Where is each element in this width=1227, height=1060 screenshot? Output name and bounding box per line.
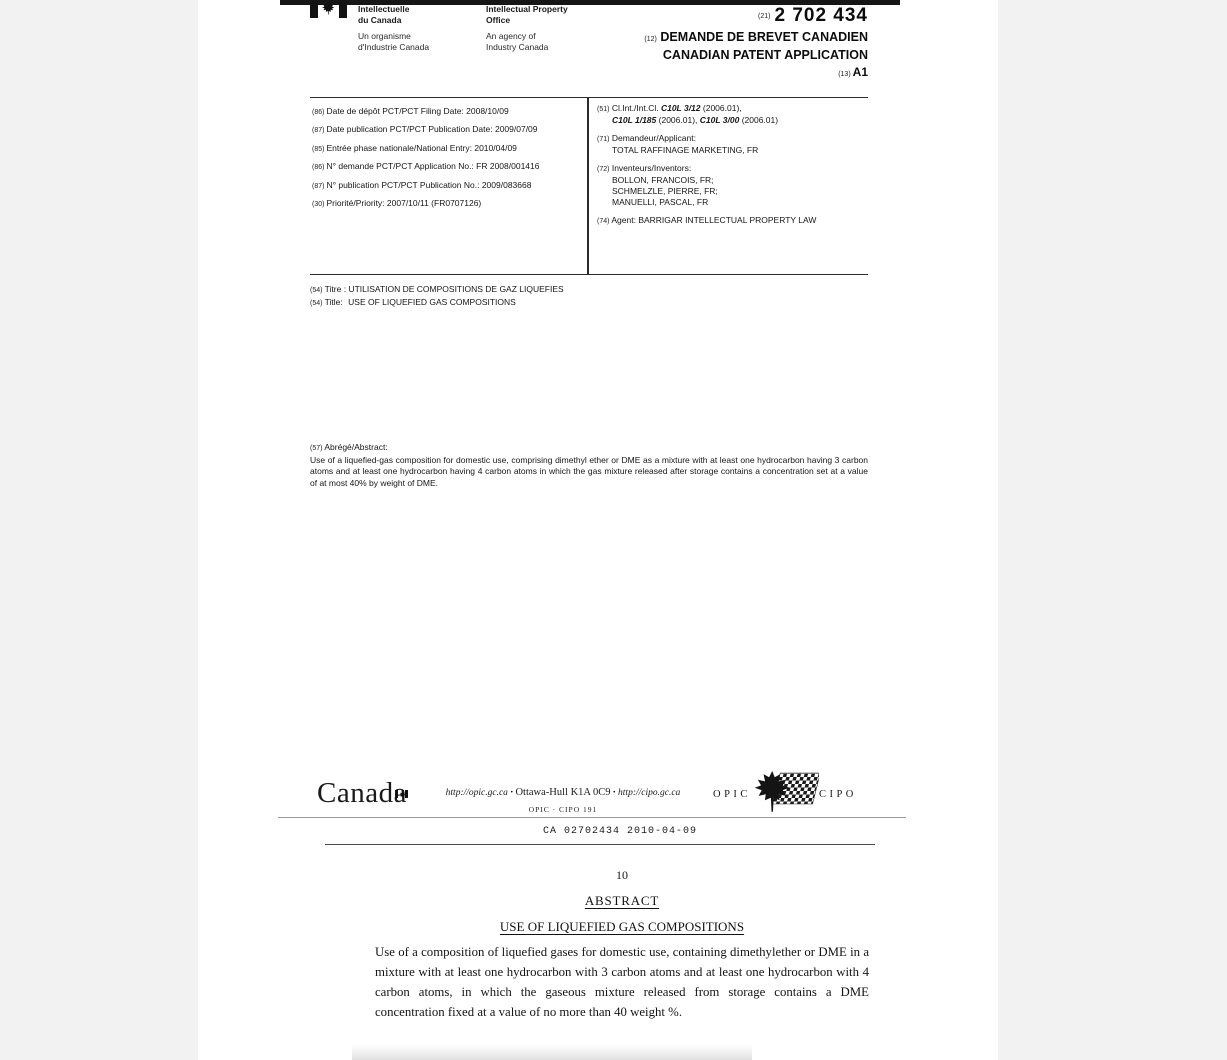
field-value: Date publication PCT/PCT Publication Date: 2009/07/09	[326, 124, 538, 135]
opic-logo-text: OPIC	[713, 789, 751, 800]
field-pct-filing-date	[312, 103, 582, 121]
inid-57: (57)	[310, 445, 323, 452]
invention-title-text: USE OF LIQUEFIED GAS COMPOSITIONS	[499, 919, 745, 934]
page-break-rule	[278, 817, 906, 818]
separator-dot: ·	[612, 787, 617, 798]
title-fr-value: UTILISATION DE COMPOSITIONS DE GAZ LIQUEFIES	[348, 284, 564, 294]
abstract-heading-text: ABSTRACT	[584, 893, 660, 908]
field-priority	[312, 195, 582, 213]
ipc-year-1: (2006.01),	[702, 103, 742, 113]
ipc-label: Cl.Int./Int.Cl.	[611, 103, 659, 113]
inid-74: (74)	[597, 218, 610, 225]
bottom-shadow	[352, 1044, 752, 1060]
field-value: N° publication PCT/PCT Publication No.: 2009/083668	[326, 179, 532, 190]
org-fr-line2: du Canada	[358, 14, 402, 25]
org-fr-sub-line1: Un organisme	[358, 31, 411, 41]
wordmark-text: Canad	[317, 777, 394, 809]
inventors-label-line	[597, 163, 865, 175]
title-en-value: USE OF LIQUEFIED GAS COMPOSITIONS	[348, 296, 516, 307]
opic-url: http://opic.gc.ca	[445, 788, 508, 798]
inid-13: (13)	[838, 71, 851, 78]
footer-form-code: OPIC · CIPO 191	[528, 805, 598, 814]
document-id-stamp: CA 02702434 2010-04-09	[542, 826, 698, 837]
page-number: 10	[616, 868, 628, 882]
org-en-line1: Intellectual Property	[486, 4, 568, 14]
inventors-label: Inventeurs/Inventors:	[611, 163, 692, 173]
field-national-entry	[312, 140, 582, 158]
patent-document-page	[198, 0, 998, 1060]
inid-54-fr: (54)	[310, 287, 323, 294]
doc-type-fr: DEMANDE DE BREVET CANADIEN	[660, 30, 868, 44]
abstract-label: Abrégé/Abstract:	[324, 442, 388, 452]
org-en-sub-line2: Industry Canada	[486, 41, 549, 52]
ipc-line2	[597, 115, 865, 126]
ipc-code-1: C10L 3/12	[660, 103, 701, 113]
applicant-name: TOTAL RAFFINAGE MARKETING, FR	[612, 145, 759, 155]
publication-number: 2 702 434	[774, 5, 868, 26]
org-name-fr	[358, 4, 410, 25]
applicant-label-line	[597, 133, 865, 145]
ipc-code-3: C10L 3/00	[699, 115, 740, 125]
inventor-name: BOLLON, FRANCOIS, FR;	[612, 175, 714, 185]
kind-code-line	[538, 65, 868, 79]
field-value: Entrée phase nationale/National Entry: 2010/04/09	[326, 142, 517, 153]
org-fr-sub-line2: d'Industrie Canada	[358, 41, 430, 52]
title-fr-label: Titre :	[324, 284, 347, 294]
inid-86b: (86)	[312, 164, 325, 172]
field-value: N° demande PCT/PCT Application No.: FR 2008/001416	[326, 161, 540, 172]
org-fr-line1: Intellectuelle	[358, 4, 410, 14]
ipc-year-2: (2006.01),	[658, 115, 698, 125]
ipc-code-2: C10L 1/185	[612, 115, 657, 125]
org-en-line2: Office	[486, 14, 511, 25]
doc-type-en: CANADIAN PATENT APPLICATION	[662, 47, 868, 62]
field-applicant	[597, 133, 865, 156]
cipo-url: http://cipo.gc.ca	[618, 788, 681, 798]
field-value: Priorité/Priority: 2007/10/11 (FR0707126)	[326, 198, 482, 209]
abstract-heading	[372, 893, 872, 909]
abstract-paragraph: Use of a composition of liquefied gases for domestic use, containing dimethylether or DME in a mixture with at least one hydrocarbon with 3 carbon atoms and at least one hydrocarbon with 4 carbon atoms, in which the gaseous mixture released from storage contains a DME concentration fixed at a value of no more than 40 weight %.	[375, 945, 869, 1019]
agent-label: Agent:	[611, 215, 636, 225]
inid-87b: (87)	[312, 182, 325, 190]
publication-header	[538, 5, 868, 79]
title-en-line	[310, 297, 564, 310]
ipc-line1	[597, 103, 865, 115]
inid-86: (86)	[312, 109, 325, 116]
inventor-name: SCHMELZLE, PIERRE, FR;	[612, 186, 718, 196]
footer-contact-line	[435, 787, 691, 798]
invention-title-heading	[372, 919, 872, 935]
applicant-label: Demandeur/Applicant:	[611, 133, 696, 143]
ipc-year-3: (2006.01)	[741, 115, 779, 125]
canada-flag-icon	[310, 1, 347, 23]
biblio-left-column	[312, 103, 582, 213]
inid-21: (21)	[758, 13, 771, 20]
org-en-sub-line1: An agency of	[486, 31, 536, 41]
wordmark-flag-icon	[395, 773, 408, 806]
field-pct-publication-no	[312, 177, 582, 195]
cipo-logo-text: CIPO	[818, 789, 857, 800]
doc-type-en-line	[538, 48, 868, 63]
abstract-section	[310, 442, 868, 489]
agent-name: BARRIGAR INTELLECTUAL PROPERTY LAW	[638, 215, 817, 225]
separator-dot: ·	[509, 787, 514, 798]
kind-code: A1	[852, 65, 868, 79]
inventor-name: MANUELLI, PASCAL, FR	[612, 197, 709, 207]
inid-12: (12)	[644, 36, 657, 43]
abstract-label-line	[310, 442, 868, 454]
biblio-right-column	[597, 103, 865, 234]
field-agent	[597, 215, 865, 227]
doc-type-fr-line	[538, 30, 868, 48]
maple-leaf-grid-icon	[751, 770, 819, 820]
inid-30: (30)	[312, 201, 325, 209]
field-pct-publication-date	[312, 121, 582, 139]
title-section	[310, 284, 564, 309]
inid-87: (87)	[312, 127, 325, 135]
org-subtitle-fr	[358, 31, 429, 52]
opic-cipo-logo	[713, 772, 873, 817]
inid-71: (71)	[597, 136, 610, 143]
stamp-rule	[325, 844, 875, 845]
title-fr-line	[310, 284, 564, 297]
publication-number-line	[538, 5, 868, 27]
field-inventors	[597, 163, 865, 208]
field-pct-application-no	[312, 158, 582, 176]
field-int-classification	[597, 103, 865, 126]
inid-85: (85)	[312, 145, 325, 153]
inid-72: (72)	[597, 166, 610, 173]
bibliographic-table	[310, 97, 868, 275]
title-en-label: Title:	[324, 296, 343, 307]
abstract-text: Use of a liquefied-gas composition for domestic use, comprising dimethyl ether or DME as a mixture with at least one hydrocarbon having 3 carbon atoms and at least one hydrocarbon having 4 carbon atoms in which the gas mixture released after storage contains a concentration set at a value of at most 40% by weight of DME.	[310, 455, 868, 488]
column-divider	[587, 98, 589, 274]
field-value: Date de dépôt PCT/PCT Filing Date: 2008/10/09	[326, 106, 509, 116]
canada-wordmark	[317, 777, 407, 810]
inid-54-en: (54)	[310, 299, 323, 307]
office-address: Ottawa-Hull K1A 0C9	[515, 787, 611, 798]
inid-51: (51)	[597, 106, 610, 113]
